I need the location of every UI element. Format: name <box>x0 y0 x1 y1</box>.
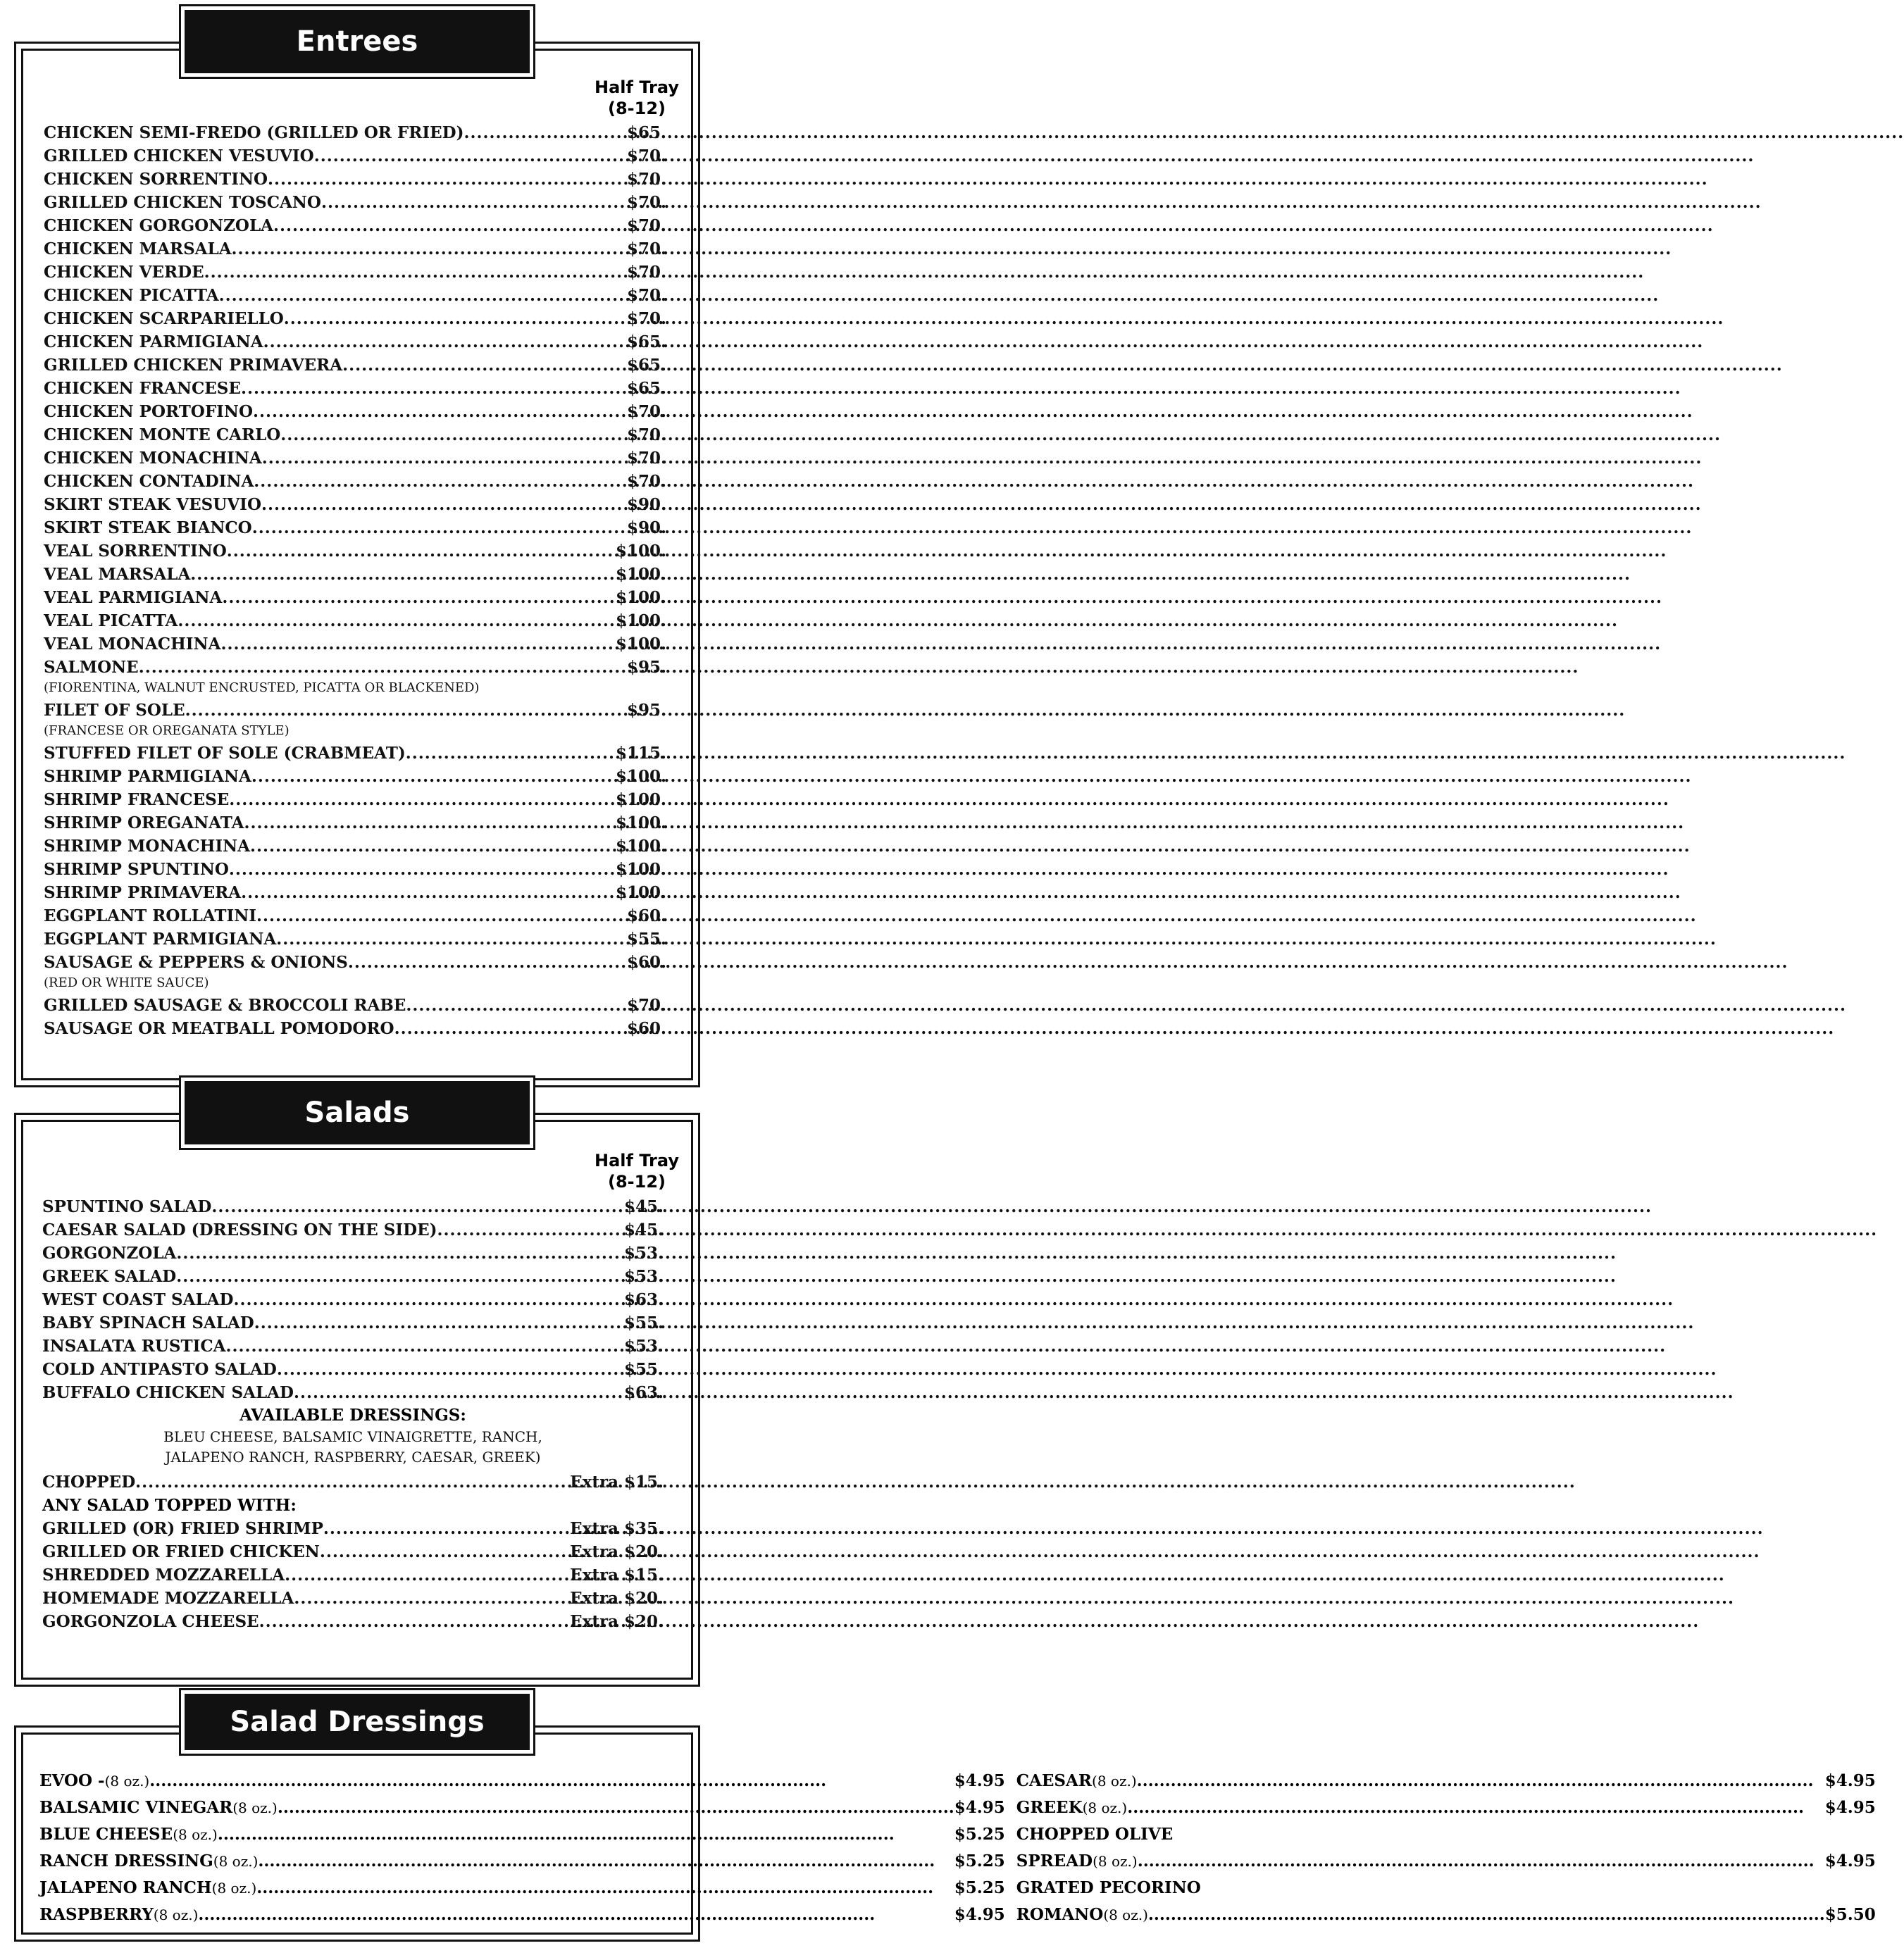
leader-dots <box>176 1265 624 1288</box>
leader-dots <box>233 1288 624 1311</box>
dressing-price: $5.25 <box>954 1825 1005 1844</box>
item-name: HOMEMADE MOZZARELLA <box>42 1589 294 1608</box>
item-price: $70. <box>626 170 666 189</box>
dressing-size: (8 oz.) <box>173 1826 218 1843</box>
item-name: GRILLED CHICKEN TOSCANO <box>44 193 321 212</box>
item-note: (FIORENTINA, WALNUT ENCRUSTED, PICATTA OR BLACKENED) <box>44 680 480 695</box>
leader-dots <box>251 765 616 788</box>
item-price: $70. <box>626 402 666 421</box>
dressing-row <box>39 1875 1005 1902</box>
menu-item <box>44 284 666 307</box>
dressing-price: $4.95 <box>1824 1798 1876 1817</box>
item-price: $70. <box>626 472 666 491</box>
salads-title: Salads <box>185 1081 530 1144</box>
salads-section <box>14 1081 700 1687</box>
leader-dots <box>222 586 616 609</box>
dressing-name: RASPBERRY <box>39 1905 154 1924</box>
menu-item <box>42 1311 664 1335</box>
dressing-price: $5.25 <box>954 1878 1005 1897</box>
leader-dots <box>273 214 627 237</box>
dressing-size: (8 oz.) <box>1093 1853 1138 1870</box>
menu-item <box>44 656 666 679</box>
leader-dots <box>250 835 616 858</box>
leader-dots <box>394 1017 627 1040</box>
dressing-price: $5.50 <box>1824 1905 1876 1924</box>
item-name: CHICKEN PICATTA <box>44 286 219 305</box>
menu-item <box>42 1218 664 1242</box>
item-name: SHRIMP OREGANATA <box>44 813 244 832</box>
item-price: $60. <box>626 906 666 925</box>
item-price: $70. <box>626 146 666 166</box>
dressing-size: (8 oz.) <box>1092 1773 1137 1790</box>
menu-item <box>44 858 666 881</box>
item-price: $63. <box>623 1290 664 1309</box>
dressing-price: $4.95 <box>954 1771 1005 1790</box>
dressing-name: CAESAR <box>1016 1771 1093 1790</box>
menu-item <box>42 1242 664 1265</box>
leader-dots <box>229 788 616 811</box>
menu-item <box>44 904 666 928</box>
item-price: $90. <box>626 495 666 514</box>
menu-item <box>44 994 666 1017</box>
item-name: SHRIMP SPUNTINO <box>44 860 229 879</box>
dressing-row <box>1016 1794 1876 1821</box>
leader-dots <box>342 354 627 377</box>
item-price: $60. <box>626 953 666 972</box>
dressing-size: (8 oz.) <box>153 1906 199 1923</box>
menu-item <box>44 447 666 470</box>
item-name: INSALATA RUSTICA <box>42 1337 226 1356</box>
item-price: $63. <box>623 1383 664 1402</box>
menu-item <box>42 1610 664 1633</box>
menu-item <box>44 377 666 400</box>
item-price: $115. <box>615 744 666 763</box>
dressing-name: JALAPENO RANCH <box>39 1878 212 1897</box>
item-name: BABY SPINACH SALAD <box>42 1313 254 1332</box>
item-name: CAESAR SALAD (DRESSING ON THE SIDE) <box>42 1220 437 1240</box>
leader-dots <box>176 1242 624 1265</box>
leader-dots <box>211 1195 624 1218</box>
item-price: $70. <box>626 425 666 444</box>
item-price: $70. <box>626 239 666 258</box>
item-price: $100. <box>615 588 666 607</box>
leader-dots <box>321 191 627 214</box>
menu-item <box>44 632 666 656</box>
item-name: FILET OF SOLE <box>44 701 185 720</box>
leader-dots <box>262 447 627 470</box>
leader-dots <box>229 858 616 881</box>
menu-item <box>42 1335 664 1358</box>
leader-dots <box>258 1848 954 1875</box>
dressing-size: (8 oz.) <box>104 1773 150 1790</box>
item-name: SAUSAGE & PEPPERS & ONIONS <box>44 953 348 972</box>
leader-dots <box>320 1540 570 1563</box>
item-name: GORGONZOLA CHEESE <box>42 1612 259 1631</box>
menu-item <box>44 214 666 237</box>
leader-dots <box>284 307 627 330</box>
item-price: $70. <box>626 449 666 468</box>
dressings-columns <box>39 1768 1876 1928</box>
dressing-row <box>39 1794 1005 1821</box>
leader-dots <box>406 742 616 765</box>
dressings-line-1: BLEU CHEESE, BALSAMIC VINAIGRETTE, RANCH, <box>163 1428 542 1445</box>
menu-item <box>44 191 666 214</box>
item-name: VEAL SORRENTINO <box>44 542 227 561</box>
dressing-price: $4.95 <box>954 1905 1005 1924</box>
item-name: CHICKEN VERDE <box>44 263 204 282</box>
item-name: BUFFALO CHICKEN SALAD <box>42 1383 294 1402</box>
item-name: SHRIMP MONACHINA <box>44 837 251 856</box>
item-price: $65. <box>626 379 666 398</box>
menu-item <box>44 928 666 951</box>
dressings-heading: AVAILABLE DRESSINGS: <box>239 1406 466 1425</box>
item-price: $53. <box>623 1244 664 1263</box>
item-name: STUFFED FILET OF SOLE (CRABMEAT) <box>44 744 406 763</box>
menu-item <box>44 307 666 330</box>
leader-dots <box>294 1381 624 1404</box>
menu-item <box>42 1265 664 1288</box>
item-price: $65. <box>626 123 666 142</box>
leader-dots <box>139 656 627 679</box>
leader-dots <box>348 951 627 974</box>
item-price: $95. <box>626 701 666 720</box>
menu-item <box>44 586 666 609</box>
menu-item <box>42 1195 664 1218</box>
entrees-section <box>14 10 700 1087</box>
item-price: $100. <box>615 767 666 786</box>
leader-dots <box>219 284 627 307</box>
item-name: SKIRT STEAK BIANCO <box>44 518 252 537</box>
item-name: CHICKEN PARMIGIANA <box>44 332 263 351</box>
item-price: $90. <box>626 518 666 537</box>
dressings-line-2: JALAPENO RANCH, RASPBERRY, CAESAR, GREEK) <box>165 1449 541 1466</box>
dressing-row <box>39 1768 1005 1794</box>
entrees-title: Entrees <box>185 10 530 73</box>
item-name: GRILLED OR FRIED CHICKEN <box>42 1542 320 1561</box>
item-name: CHICKEN SCARPARIELLO <box>44 309 284 328</box>
item-name: CHICKEN MARSALA <box>44 239 232 258</box>
dressing-size: (8 oz.) <box>211 1880 257 1897</box>
dressing-row <box>39 1848 1005 1875</box>
leader-dots <box>259 1610 570 1633</box>
dressing-name: BALSAMIC VINEGAR <box>39 1798 233 1817</box>
item-price: $70. <box>626 286 666 305</box>
item-name: CHICKEN SEMI-FREDO (GRILLED OR FRIED) <box>44 123 464 142</box>
item-price: $70. <box>626 263 666 282</box>
item-price: $100. <box>615 860 666 879</box>
item-price: $100. <box>615 790 666 809</box>
dressings-title: Salad Dressings <box>185 1694 530 1750</box>
menu-item <box>44 121 666 144</box>
tray-size: (8-12) <box>608 99 666 118</box>
item-price: $65. <box>626 332 666 351</box>
dressing-name: GREEK <box>1016 1798 1083 1817</box>
menu-item <box>44 168 666 191</box>
item-price: Extra $35. <box>570 1519 664 1538</box>
tray-size: (8-12) <box>608 1172 666 1192</box>
tray-label: Half Tray <box>595 1151 679 1170</box>
item-price: Extra $20. <box>570 1589 664 1608</box>
menu-item <box>42 1358 664 1381</box>
item-price: $53. <box>623 1337 664 1356</box>
item-note: (RED OR WHITE SAUCE) <box>44 975 209 990</box>
item-name: SPUNTINO SALAD <box>42 1197 212 1216</box>
leader-dots <box>232 237 627 261</box>
item-price: $100. <box>615 813 666 832</box>
menu-item <box>44 516 666 539</box>
leader-dots <box>226 1335 624 1358</box>
menu-item <box>42 1540 664 1563</box>
item-name: GRILLED CHICKEN PRIMAVERA <box>44 356 343 375</box>
dressing-size: (8 oz.) <box>1103 1906 1148 1923</box>
item-price: $95. <box>626 658 666 677</box>
item-name: GRILLED SAUSAGE & BROCCOLI RABE <box>44 996 406 1015</box>
leader-dots <box>280 423 627 447</box>
menu-item <box>42 1517 664 1540</box>
leader-dots <box>241 881 616 904</box>
dressing-size: (8 oz.) <box>1082 1799 1128 1816</box>
menu-item <box>44 539 666 563</box>
menu-item <box>44 330 666 354</box>
item-price: $100. <box>615 542 666 561</box>
item-name: CHICKEN FRANCESE <box>44 379 241 398</box>
menu-item <box>44 1017 666 1040</box>
dressing-price: $4.95 <box>1824 1771 1876 1790</box>
dressing-row <box>39 1821 1005 1848</box>
dressing-row <box>1016 1848 1876 1875</box>
item-price: Extra $20. <box>570 1542 664 1561</box>
item-price: $60. <box>626 1019 666 1038</box>
leader-dots <box>314 144 627 168</box>
menu-item <box>44 811 666 835</box>
menu-item <box>44 563 666 586</box>
menu-item <box>44 493 666 516</box>
menu-item <box>44 788 666 811</box>
item-name: WEST COAST SALAD <box>42 1290 234 1309</box>
dressings-section <box>14 1694 1876 1942</box>
leader-dots <box>323 1517 570 1540</box>
leader-dots <box>406 994 627 1017</box>
dressing-row <box>39 1902 1005 1928</box>
leader-dots <box>263 330 627 354</box>
menu-item <box>42 1563 664 1587</box>
leader-dots <box>256 1875 954 1902</box>
leader-dots <box>277 1358 624 1381</box>
dressing-name-line: GRATED PECORINO <box>1016 1878 1201 1897</box>
item-price: $70. <box>626 216 666 235</box>
leader-dots <box>463 121 627 144</box>
dressings-left-column <box>39 1768 1005 1928</box>
leader-dots <box>253 400 627 423</box>
menu-item <box>44 261 666 284</box>
menu-item <box>44 354 666 377</box>
menu-item <box>44 609 666 632</box>
leader-dots <box>437 1218 623 1242</box>
item-name: GRILLED (OR) FRIED SHRIMP <box>42 1519 323 1538</box>
dressing-name: ROMANO <box>1016 1905 1104 1924</box>
item-name: SALMONE <box>44 658 139 677</box>
item-name: CHOPPED <box>42 1473 136 1492</box>
dressing-price: $5.25 <box>954 1852 1005 1871</box>
item-price: $100. <box>615 635 666 654</box>
salad-list <box>42 1195 664 1633</box>
menu-item <box>44 835 666 858</box>
leader-dots <box>241 377 627 400</box>
leader-dots <box>252 516 627 539</box>
menu-item <box>44 742 666 765</box>
item-price: $70. <box>626 996 666 1015</box>
dressing-name: SPREAD <box>1016 1852 1093 1871</box>
item-name: SAUSAGE OR MEATBALL POMODORO <box>44 1019 394 1038</box>
leader-dots <box>254 470 627 493</box>
item-name: CHICKEN CONTADINA <box>44 472 254 491</box>
item-name: CHICKEN GORGONZOLA <box>44 216 273 235</box>
leader-dots <box>294 1587 570 1610</box>
leader-dots <box>218 1821 954 1848</box>
menu-item <box>44 423 666 447</box>
item-name: SHREDDED MOZZARELLA <box>42 1566 285 1585</box>
leader-dots <box>190 563 616 586</box>
dressing-name: RANCH DRESSING <box>39 1852 213 1871</box>
menu-item <box>42 1288 664 1311</box>
item-price: $45. <box>623 1220 664 1240</box>
item-name: SHRIMP PARMIGIANA <box>44 767 251 786</box>
item-name: VEAL PARMIGIANA <box>44 588 223 607</box>
dressings-right-column <box>1016 1768 1876 1928</box>
item-price: $100. <box>615 837 666 856</box>
dressing-name-line: CHOPPED OLIVE <box>1016 1825 1174 1844</box>
item-price: Extra $15. <box>570 1473 664 1492</box>
salads-tray-header <box>595 1150 679 1192</box>
menu-item <box>44 470 666 493</box>
item-name: GORGONZOLA <box>42 1244 177 1263</box>
entree-list <box>44 121 666 1040</box>
item-price: $100. <box>615 611 666 630</box>
item-name: CHICKEN SORRENTINO <box>44 170 268 189</box>
leader-dots <box>244 811 616 835</box>
menu-item <box>44 881 666 904</box>
item-price: Extra $15. <box>570 1566 664 1585</box>
menu-item <box>42 1587 664 1610</box>
dressing-size: (8 oz.) <box>213 1853 259 1870</box>
item-name: COLD ANTIPASTO SALAD <box>42 1360 277 1379</box>
item-price: $100. <box>615 883 666 902</box>
item-price: $55. <box>623 1313 664 1332</box>
leader-dots <box>268 168 627 191</box>
leader-dots <box>198 1902 954 1928</box>
item-price: $53. <box>623 1267 664 1286</box>
item-name: VEAL MARSALA <box>44 565 191 584</box>
leader-dots <box>261 493 627 516</box>
item-name: GREEK SALAD <box>42 1267 177 1286</box>
item-name: CHICKEN PORTOFINO <box>44 402 253 421</box>
menu-item <box>44 699 666 722</box>
dressing-name: EVOO - <box>39 1771 105 1790</box>
dressing-price: $4.95 <box>954 1798 1005 1817</box>
item-price: $70. <box>626 309 666 328</box>
leader-dots <box>204 261 627 284</box>
dressing-row <box>1016 1768 1876 1794</box>
item-price: $100. <box>615 565 666 584</box>
item-name: VEAL PICATTA <box>44 611 178 630</box>
menu-item <box>44 951 666 974</box>
leader-dots <box>256 904 627 928</box>
item-name: CHICKEN MONTE CARLO <box>44 425 281 444</box>
item-price: $65. <box>626 356 666 375</box>
chopped-row <box>42 1471 664 1494</box>
leader-dots <box>254 1311 624 1335</box>
leader-dots <box>185 699 627 722</box>
item-price: $70. <box>626 193 666 212</box>
item-price: Extra $20. <box>570 1612 664 1631</box>
leader-dots <box>227 539 616 563</box>
entrees-tray-header <box>595 77 679 119</box>
item-name: EGGPLANT ROLLATINI <box>44 906 257 925</box>
dressing-name: BLUE CHEESE <box>39 1825 173 1844</box>
item-name: VEAL MONACHINA <box>44 635 221 654</box>
menu-item <box>42 1381 664 1404</box>
item-name: SHRIMP FRANCESE <box>44 790 230 809</box>
item-name: SKIRT STEAK VESUVIO <box>44 495 261 514</box>
item-name: SHRIMP PRIMAVERA <box>44 883 242 902</box>
dressing-size: (8 oz.) <box>232 1799 278 1816</box>
dressing-price: $4.95 <box>1824 1852 1876 1871</box>
menu-item <box>44 400 666 423</box>
item-price: $55. <box>623 1360 664 1379</box>
menu-item <box>44 237 666 261</box>
item-note: (FRANCESE OR OREGANATA STYLE) <box>44 723 290 738</box>
item-price: $45. <box>623 1197 664 1216</box>
menu-item <box>44 765 666 788</box>
leader-dots <box>278 1794 954 1821</box>
dressing-row <box>1016 1902 1876 1928</box>
item-price: $55. <box>626 930 666 949</box>
item-name: GRILLED CHICKEN VESUVIO <box>44 146 314 166</box>
leader-dots <box>276 928 627 951</box>
topped-heading: ANY SALAD TOPPED WITH: <box>42 1496 297 1515</box>
leader-dots <box>285 1563 570 1587</box>
item-name: CHICKEN MONACHINA <box>44 449 262 468</box>
tray-label: Half Tray <box>595 77 679 97</box>
item-name: EGGPLANT PARMIGIANA <box>44 930 277 949</box>
leader-dots <box>178 609 616 632</box>
leader-dots <box>149 1768 954 1794</box>
leader-dots <box>220 632 616 656</box>
menu-item <box>44 144 666 168</box>
